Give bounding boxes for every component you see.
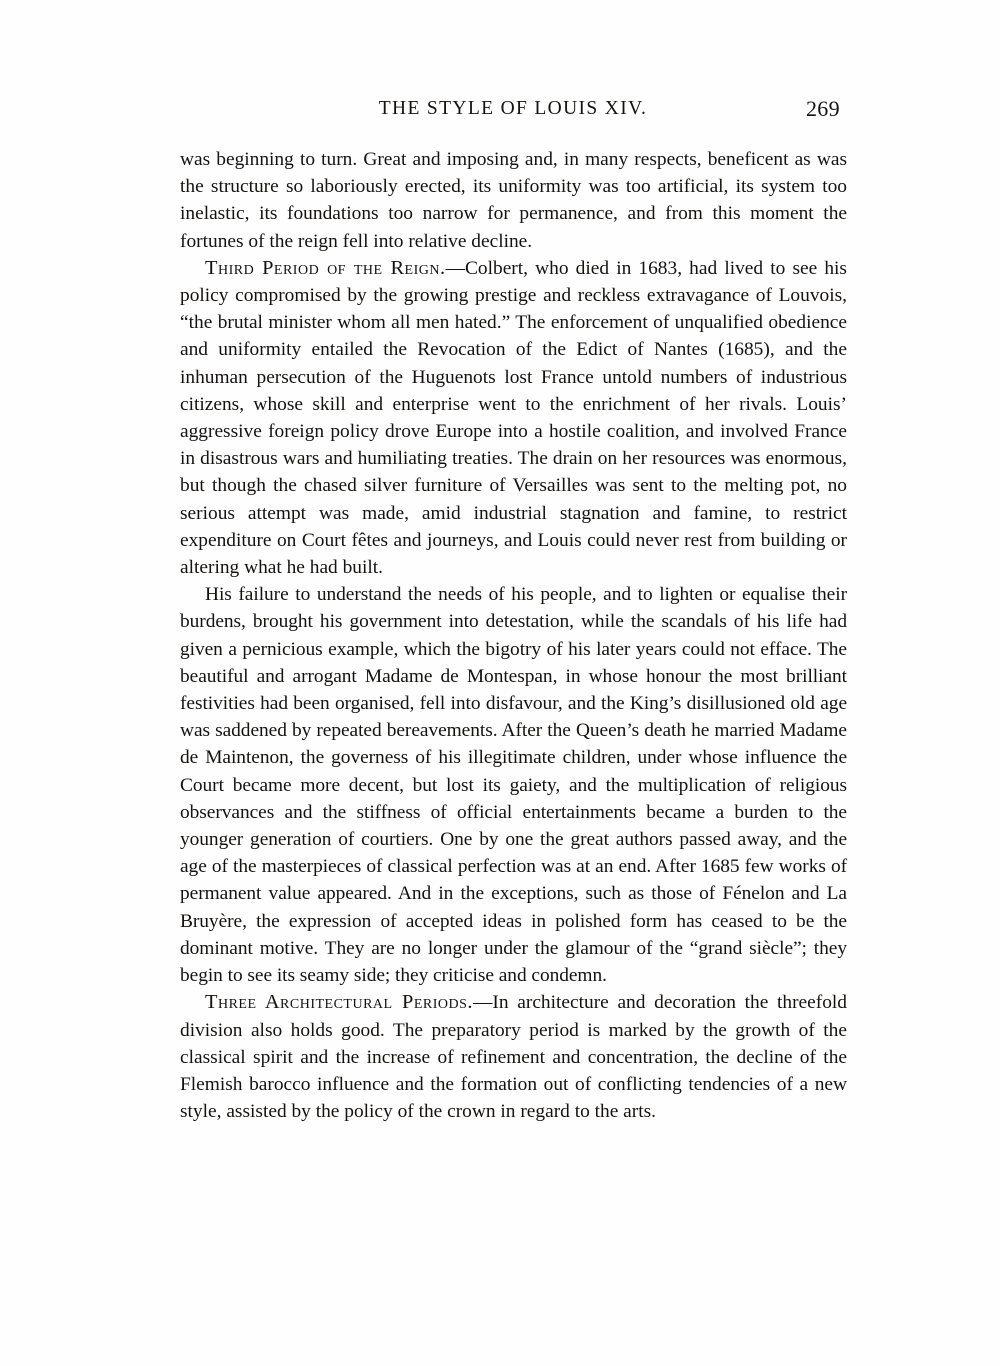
- paragraph-three-architectural-periods: [180, 989, 847, 1125]
- page-number: 269: [806, 96, 840, 121]
- paragraph-his-failure: [180, 581, 847, 989]
- paragraph-third-period: [180, 255, 847, 581]
- runin-head-three-architectural-periods: Three Architectural Periods.: [205, 991, 474, 1014]
- paragraph-text: His failure to understand the needs of his people, and to lighten or equalise their burdens, brought his government into detestation, while the scandals of his life had given a pernicious example, which the bigotry of his later years could not efface. The beautiful and arrogant Madame de Montespan, in whose honour the most brilliant festivities had been organised, fell into disfavour, and the King’s disillusioned old age was saddened by repeated bereavements. After the Queen’s death he married Madame de Maintenon, the governess of his illegitimate children, under whose influence the Court became more decent, but lost its gaiety, and the multiplication of religious observances and the stiffness of official entertainments became a burden to the younger generation of courtiers. One by one the great authors passed away, and the age of the masterpieces of classical perfection was at an end. After 1685 few works of permanent value appeared. And in the exceptions, such as those of Fénelon and La Bruyère, the expression of accepted ideas in polished form has ceased to be the dominant motive. They are no longer under the glamour of the “grand siècle”; they begin to see its seamy side; they criticise and condemn.: [180, 584, 847, 987]
- paragraph-text: —Colbert, who died in 1683, had lived to see his policy compromised by the growing prestige and reckless extravagance of Louvois, “the brutal minister whom all men hated.” The enforcement of unqualified obedience and uniformity entailed the Revocation of the Edict of Nantes (1685), and the inhuman persecution of the Huguenots lost France untold numbers of industrious citizens, whose skill and enterprise went to the enrichment of her rivals. Louis’ aggressive foreign policy drove Europe into a hostile coalition, and involved France in disastrous wars and humiliating treaties. The drain on her resources was enormous, but though the chased silver furniture of Versailles was sent to the melting pot, no serious attempt was made, amid industrial stagnation and famine, to restrict expenditure on Court fêtes and journeys, and Louis could never rest from building or altering what he had built.: [180, 257, 847, 579]
- paragraph-continued-decline: [180, 146, 847, 255]
- running-head: [180, 98, 846, 124]
- paragraph-text: was beginning to turn. Great and imposing and, in many respects, beneficent as was the structure so laboriously erected, its uniformity was too artificial, its system too inelastic, its foundations too narrow for permanence, and from this moment the fortunes of the reign fell into relative decline.: [180, 149, 847, 252]
- running-head-title: THE STYLE OF LOUIS XIV.: [378, 98, 648, 119]
- paragraph-text: —In architecture and decoration the threefold division also holds good. The preparatory period is marked by the growth of the classical spirit and the increase of refinement and concentration, the decline of the Flemish barocco influence and the formation out of conflicting tendencies of a new style, assisted by the policy of the crown in regard to the arts.: [180, 992, 847, 1123]
- text-block: [180, 146, 847, 1125]
- runin-head-third-period: Third Period of the Reign.: [205, 256, 446, 279]
